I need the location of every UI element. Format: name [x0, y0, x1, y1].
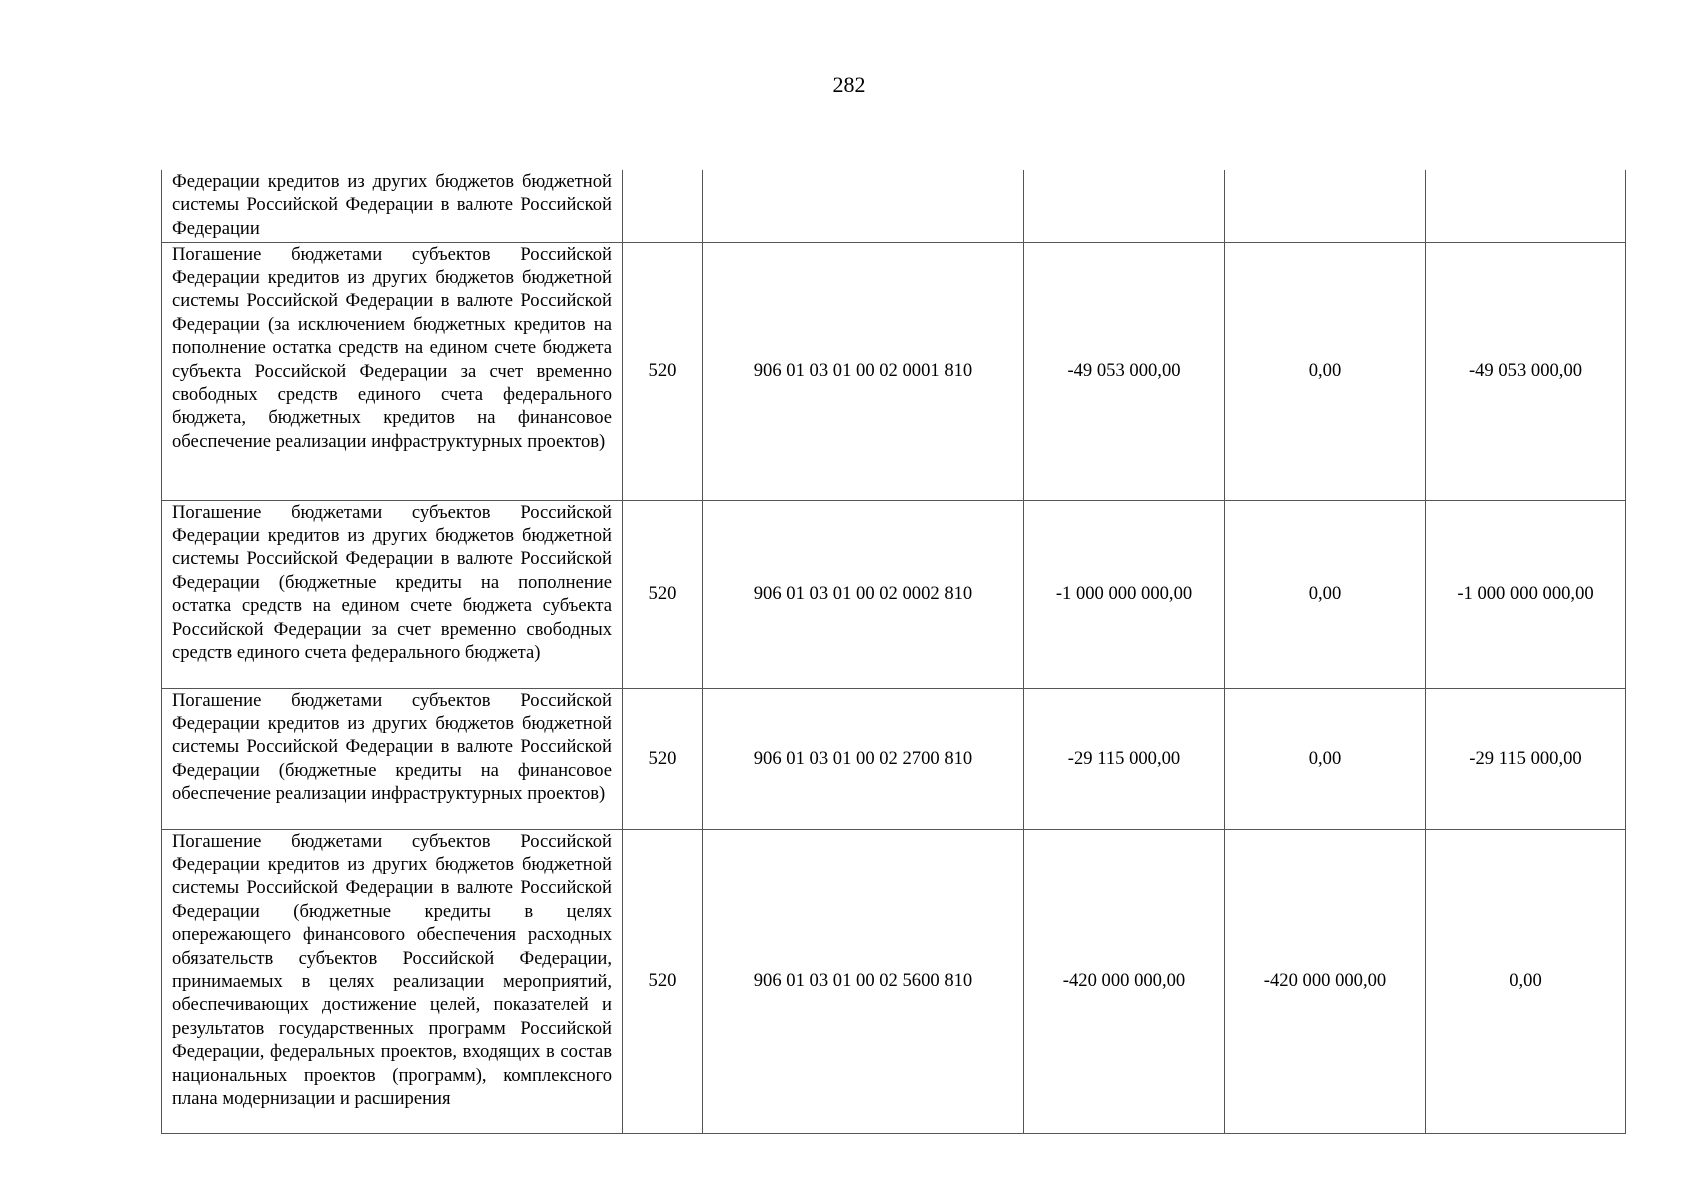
row-unexecuted — [1426, 170, 1626, 242]
row-description: Погашение бюджетами субъектов Российской Федерации кредитов из других бюджетов бюджетной системы Российской Федерации в валюте Российской Федерации (бюджетные кредиты в целях опережающего финансового обеспечения расходных обязательств субъектов Российской Федерации, принимаемых в целях реализации мероприятий, обеспечивающих достижение целей, показателей и результатов государственных программ Российской Федерации, федеральных проектов, входящих в состав национальных проектов (программ), комплексного плана модернизации и расширения — [162, 829, 623, 1133]
row-approved: -29 115 000,00 — [1024, 688, 1225, 829]
row-unexecuted: -1 000 000 000,00 — [1426, 500, 1626, 688]
row-description: Погашение бюджетами субъектов Российской Федерации кредитов из других бюджетов бюджетной системы Российской Федерации в валюте Российской Федерации (бюджетные кредиты на пополнение остатка средств на едином счете бюджета субъекта Российской Федерации за счет временно свободных средств единого счета федерального бюджета) — [162, 500, 623, 688]
row-kbk: 906 01 03 01 00 02 0002 810 — [703, 500, 1024, 688]
row-code: 520 — [623, 829, 703, 1133]
row-description: Федерации кредитов из других бюджетов бюджетной системы Российской Федерации в валюте Российской Федерации — [162, 170, 623, 242]
row-description: Погашение бюджетами субъектов Российской Федерации кредитов из других бюджетов бюджетной системы Российской Федерации в валюте Российской Федерации (за исключением бюджетных кредитов на пополнение остатка средств на едином счете бюджета субъекта Российской Федерации за счет временно свободных средств единого счета федерального бюджета, бюджетных кредитов на финансовое обеспечение реализации инфраструктурных проектов) — [162, 242, 623, 500]
row-approved — [1024, 170, 1225, 242]
row-description: Погашение бюджетами субъектов Российской Федерации кредитов из других бюджетов бюджетной системы Российской Федерации в валюте Российской Федерации (бюджетные кредиты на финансовое обеспечение реализации инфраструктурных проектов) — [162, 688, 623, 829]
row-code: 520 — [623, 688, 703, 829]
table-row — [162, 170, 1626, 242]
row-executed: 0,00 — [1225, 500, 1426, 688]
row-kbk: 906 01 03 01 00 02 2700 810 — [703, 688, 1024, 829]
row-kbk: 906 01 03 01 00 02 5600 810 — [703, 829, 1024, 1133]
row-executed: 0,00 — [1225, 242, 1426, 500]
table-row — [162, 829, 1626, 1133]
row-approved: -1 000 000 000,00 — [1024, 500, 1225, 688]
row-code: 520 — [623, 500, 703, 688]
table-row — [162, 500, 1626, 688]
budget-table — [161, 170, 1626, 1134]
table-row — [162, 242, 1626, 500]
row-approved: -49 053 000,00 — [1024, 242, 1225, 500]
row-code — [623, 170, 703, 242]
row-unexecuted: -49 053 000,00 — [1426, 242, 1626, 500]
table-row — [162, 688, 1626, 829]
row-executed: 0,00 — [1225, 688, 1426, 829]
row-kbk: 906 01 03 01 00 02 0001 810 — [703, 242, 1024, 500]
row-executed: -420 000 000,00 — [1225, 829, 1426, 1133]
row-unexecuted: 0,00 — [1426, 829, 1626, 1133]
row-unexecuted: -29 115 000,00 — [1426, 688, 1626, 829]
row-kbk — [703, 170, 1024, 242]
row-code: 520 — [623, 242, 703, 500]
page-number: 282 — [832, 72, 866, 97]
row-executed — [1225, 170, 1426, 242]
row-approved: -420 000 000,00 — [1024, 829, 1225, 1133]
